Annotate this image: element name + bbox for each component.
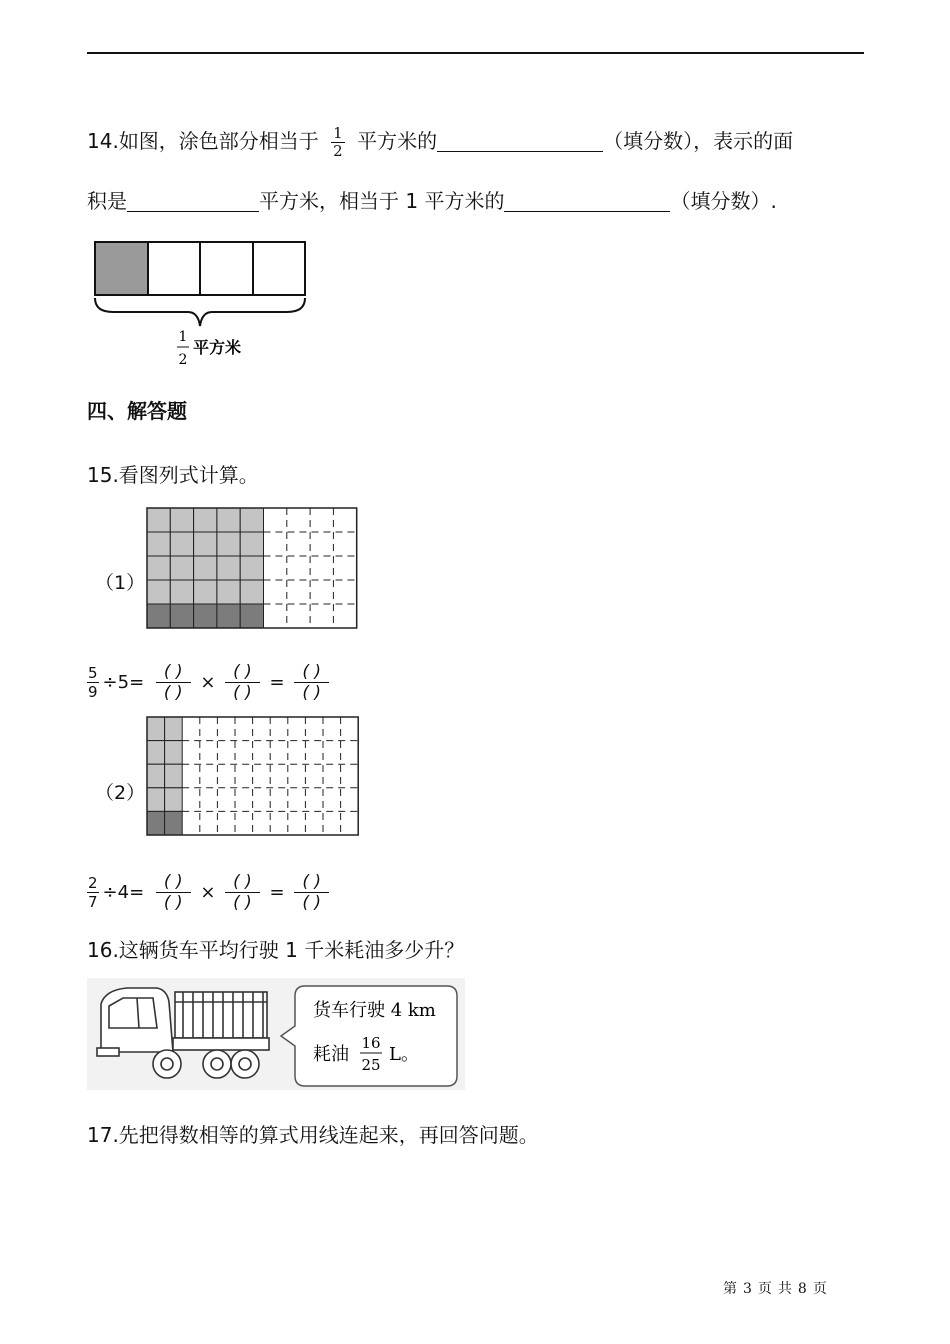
grid-shaded-cell <box>170 580 193 604</box>
grid-shaded-cell <box>147 508 170 532</box>
q15-equation-1: $\frac{5}{9} \div 5=$ ( ) ( ) × ( ) ( ) = ( ) ( ) <box>87 662 329 703</box>
page-footer: 第 3 页 共 8 页 <box>723 1281 827 1297</box>
grid-shaded-cell <box>165 811 183 835</box>
grid-shaded-cell <box>240 604 263 628</box>
q15-label-1: （1） <box>95 572 146 594</box>
grid-shaded-cell <box>147 741 165 765</box>
q14-figure <box>93 240 308 370</box>
bubble-line1: 货车行驶 4 km <box>313 1000 436 1021</box>
q14-blank-1[interactable] <box>437 129 603 152</box>
grid-shaded-cell <box>165 741 183 765</box>
grid-shaded-cell <box>194 580 217 604</box>
bubble-frac-d: 25 <box>361 1056 381 1074</box>
fig-frac-n: 1 <box>178 329 188 345</box>
bubble-prefix: 耗油 <box>313 1044 349 1065</box>
q16-figure <box>87 978 465 1090</box>
q15-equation-2: $\frac{2}{7} \div 4=$ ( ) ( ) × ( ) ( ) = ( ) ( ) <box>87 872 329 913</box>
grid-shaded-cell <box>194 508 217 532</box>
grid-shaded-cell <box>170 556 193 580</box>
q15-grid-2 <box>146 716 360 836</box>
grid-shaded-cell <box>170 604 193 628</box>
brace <box>95 298 305 326</box>
q14-line1: 14.如图，涂色部分相当于 $\frac{1}{2}$ 平方米的 （填分数），表示的面 <box>87 124 794 160</box>
header-rule <box>87 52 864 54</box>
grid-shaded-cell <box>147 788 165 812</box>
q15-title: 15.看图列式计算。 <box>87 463 259 487</box>
q14-blank-3[interactable] <box>504 189 670 212</box>
grid-shaded-cell <box>147 556 170 580</box>
grid-shaded-cell <box>240 508 263 532</box>
grid-shaded-cell <box>165 788 183 812</box>
q14-line2: 积是 平方米，相当于 1 平方米的 （填分数）. <box>87 189 777 213</box>
grid-shaded-cell <box>170 532 193 556</box>
total-pages: 8 <box>797 1281 807 1297</box>
grid-shaded-cell <box>165 764 183 788</box>
grid-shaded-cell <box>194 604 217 628</box>
grid-shaded-cell <box>147 717 165 741</box>
bubble-suffix: L。 <box>389 1044 419 1065</box>
fig-unit: 平方米 <box>193 338 242 357</box>
grid-shaded-cell <box>240 532 263 556</box>
grid-shaded-cell <box>217 532 240 556</box>
grid-shaded-cell <box>165 717 183 741</box>
grid-shaded-cell <box>147 604 170 628</box>
q16-title: 16.这辆货车平均行驶 1 千米耗油多少升？ <box>87 938 465 962</box>
grid-shaded-cell <box>147 764 165 788</box>
grid-shaded-cell <box>240 580 263 604</box>
shaded-cell <box>95 242 148 295</box>
grid-shaded-cell <box>240 556 263 580</box>
current-page: 3 <box>743 1281 752 1297</box>
q14-fraction: $\frac{1}{2}$ <box>333 124 343 160</box>
q15-label-2: （2） <box>95 782 146 804</box>
fig-frac-d: 2 <box>178 352 188 368</box>
grid-shaded-cell <box>194 532 217 556</box>
grid-shaded-cell <box>217 604 240 628</box>
grid-shaded-cell <box>217 508 240 532</box>
grid-shaded-cell <box>147 811 165 835</box>
q14-blank-2[interactable] <box>127 189 259 212</box>
bubble-frac-n: 16 <box>361 1034 381 1052</box>
q17-title: 17.先把得数相等的算式用线连起来，再回答问题。 <box>87 1123 539 1147</box>
q14-number: 14. <box>87 129 119 153</box>
grid-shaded-cell <box>170 508 193 532</box>
grid-shaded-cell <box>217 580 240 604</box>
grid-shaded-cell <box>147 532 170 556</box>
grid-shaded-cell <box>194 556 217 580</box>
grid-shaded-cell <box>217 556 240 580</box>
grid-shaded-cell <box>147 580 170 604</box>
q15-grid-1 <box>146 507 358 629</box>
section-title: 四、解答题 <box>87 399 187 423</box>
